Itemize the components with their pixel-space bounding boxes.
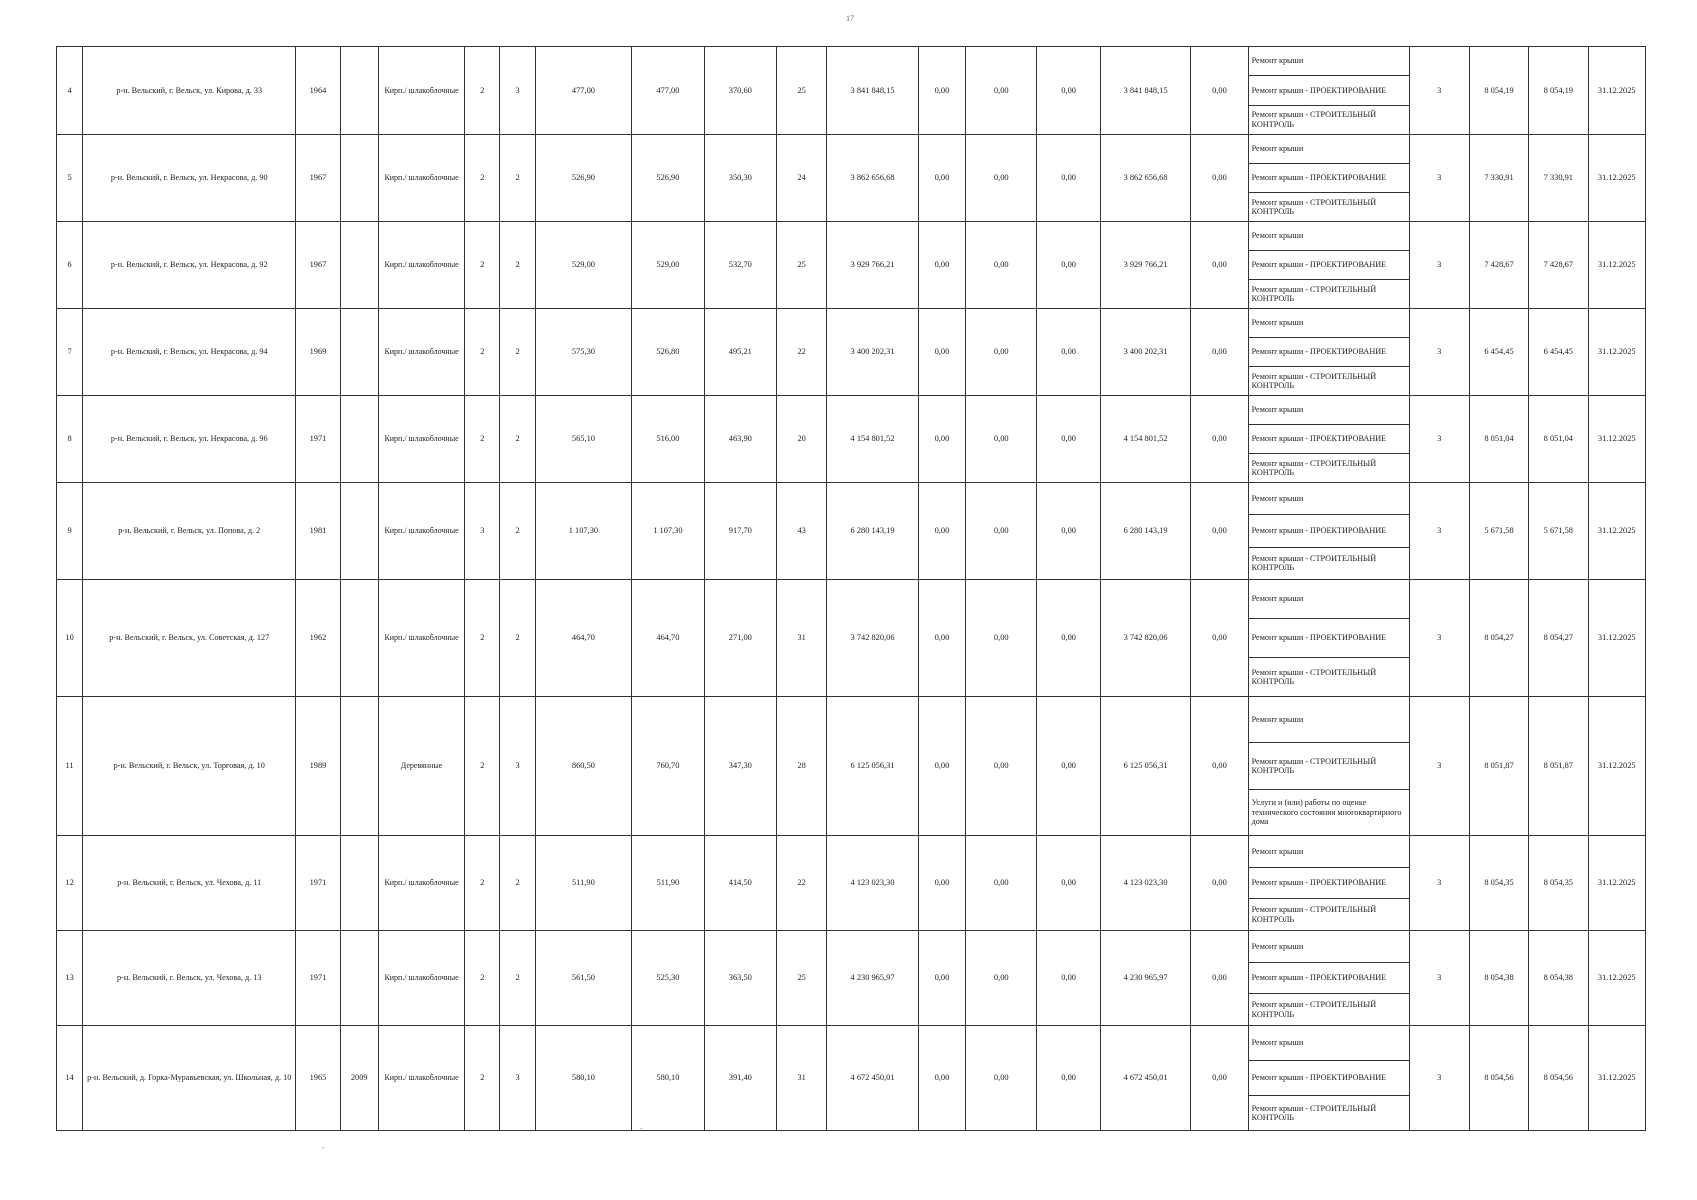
cell-material: Кирп./ шлакоблочные [378,836,464,931]
cell-material: Кирп./ шлакоблочные [378,580,464,697]
cell-c5: 0,00 [1191,836,1248,931]
cell-material: Кирп./ шлакоблочные [378,47,464,135]
cell-cost-total: 6 125 056,31 [827,697,919,836]
works-cell [1248,47,1409,135]
work-item: Ремонт крыши [1251,846,1304,856]
cell-area-living: 760,70 [632,697,704,836]
cell-cost-total: 3 841 848,15 [827,47,919,135]
cell-limit: 7 330,91 [1529,135,1588,222]
table-row [57,483,1646,580]
cell-area-total: 580,10 [535,1026,632,1131]
work-item: Ремонт крыши - СТРОИТЕЛЬНЫЙ КОНТРОЛЬ [1249,105,1409,134]
cell-cost-total: 3 862 656,68 [827,135,919,222]
cell-c5: 0,00 [1191,697,1248,836]
work-item: Ремонт крыши - СТРОИТЕЛЬНЫЙ КОНТРОЛЬ [1249,657,1409,696]
cell-unit-cost: 8 054,56 [1469,1026,1528,1131]
cell-address: р-н. Вельский, г. Вельск, ул. Советская, д. 127 [83,580,296,697]
cell-limit: 8 051,04 [1529,396,1588,483]
work-item: Ремонт крыши - ПРОЕКТИРОВАНИЕ [1249,867,1409,899]
cell-c5: 0,00 [1191,135,1248,222]
cell-c2: 0,00 [966,47,1037,135]
cell-area-res: 414,50 [704,836,776,931]
cell-limit: 8 054,38 [1529,931,1588,1026]
cell-year-built: 1981 [296,483,340,580]
cell-deadline: 31.12.2025 [1588,135,1646,222]
work-item: Ремонт крыши - СТРОИТЕЛЬНЫЙ КОНТРОЛЬ [1249,742,1409,788]
cell-material: Кирп./ шлакоблочные [378,222,464,309]
work-item: Ремонт крыши - СТРОИТЕЛЬНЫЙ КОНТРОЛЬ [1249,279,1409,308]
cell-c3: 0,00 [1037,580,1100,697]
cell-entrances: 2 [500,309,535,396]
cell-address: р-н. Вельский, г. Вельск, ул. Кирова, д. 33 [83,47,296,135]
cell-limit: 7 428,67 [1529,222,1588,309]
cell-material: Кирп./ шлакоблочные [378,931,464,1026]
cell-floors: 2 [465,580,500,697]
cell-area-res: 271,00 [704,580,776,697]
cell-stage: 3 [1409,483,1469,580]
works-cell [1248,1026,1409,1131]
work-item: Ремонт крыши - СТРОИТЕЛЬНЫЙ КОНТРОЛЬ [1249,453,1409,482]
cell-floors: 2 [465,135,500,222]
cell-floors: 2 [465,47,500,135]
cell-address: р-н. Вельский, д. Горка-Муравьевская, ул. Школьная, д. 10 [83,1026,296,1131]
cell-c3: 0,00 [1037,836,1100,931]
work-item: Ремонт крыши - СТРОИТЕЛЬНЫЙ КОНТРОЛЬ [1249,192,1409,221]
cell-area-total: 529,00 [535,222,632,309]
cell-entrances: 2 [500,580,535,697]
work-item: Ремонт крыши - ПРОЕКТИРОВАНИЕ [1249,618,1409,657]
cell-year-built: 1965 [296,1026,340,1131]
cell-area-res: 532,70 [704,222,776,309]
cell-residents: 20 [777,396,827,483]
cell-floors: 2 [465,396,500,483]
cell-residents: 22 [777,309,827,396]
cell-c5: 0,00 [1191,222,1248,309]
cell-c1: 0,00 [918,931,965,1026]
cell-year-reno: 2009 [340,1026,378,1131]
cell-entrances: 3 [500,47,535,135]
cell-year-reno [340,931,378,1026]
cell-area-living: 526,80 [632,309,704,396]
cell-n: 14 [57,1026,83,1131]
cell-deadline: 31.12.2025 [1588,1026,1646,1131]
cell-entrances: 2 [500,396,535,483]
cell-c2: 0,00 [966,931,1037,1026]
cell-stage: 3 [1409,309,1469,396]
work-item: Ремонт крыши - СТРОИТЕЛЬНЫЙ КОНТРОЛЬ [1249,993,1409,1025]
cell-stage: 3 [1409,135,1469,222]
cell-area-living: 511,90 [632,836,704,931]
cell-limit: 5 671,58 [1529,483,1588,580]
cell-c2: 0,00 [966,135,1037,222]
cell-c2: 0,00 [966,483,1037,580]
cell-cost-total: 3 929 766,21 [827,222,919,309]
cell-unit-cost: 7 330,91 [1469,135,1528,222]
cell-address: р-н. Вельский, г. Вельск, ул. Чехова, д. 13 [83,931,296,1026]
table-row [57,931,1646,1026]
work-item: Ремонт крыши - ПРОЕКТИРОВАНИЕ [1249,75,1409,104]
scan-mark: - [640,1124,643,1133]
cell-stage: 3 [1409,47,1469,135]
cell-material: Кирп./ шлакоблочные [378,135,464,222]
cell-address: р-н. Вельский, г. Вельск, ул. Торговая, д. 10 [83,697,296,836]
cell-stage: 3 [1409,396,1469,483]
cell-cost-total: 3 400 202,31 [827,309,919,396]
cell-year-built: 1964 [296,47,340,135]
works-cell [1248,697,1409,836]
cell-entrances: 3 [500,1026,535,1131]
cell-c4: 4 123 023,30 [1100,836,1191,931]
cell-residents: 25 [777,47,827,135]
cell-n: 11 [57,697,83,836]
cell-year-reno [340,836,378,931]
cell-address: р-н. Вельский, г. Вельск, ул. Попова, д. 2 [83,483,296,580]
cell-area-total: 526,90 [535,135,632,222]
cell-area-living: 580,10 [632,1026,704,1131]
cell-n: 7 [57,309,83,396]
works-cell [1248,483,1409,580]
cell-c1: 0,00 [918,1026,965,1131]
cell-c4: 4 230 965,97 [1100,931,1191,1026]
cell-c4: 3 929 766,21 [1100,222,1191,309]
cell-residents: 22 [777,836,827,931]
cell-unit-cost: 5 671,58 [1469,483,1528,580]
cell-c3: 0,00 [1037,135,1100,222]
cell-deadline: 31.12.2025 [1588,396,1646,483]
cell-stage: 3 [1409,222,1469,309]
cell-material: Кирп./ шлакоблочные [378,309,464,396]
cell-address: р-н. Вельский, г. Вельск, ул. Некрасова, д. 96 [83,396,296,483]
cell-deadline: 31.12.2025 [1588,47,1646,135]
cell-material: Деревянные [378,697,464,836]
cell-area-total: 860,50 [535,697,632,836]
cell-c5: 0,00 [1191,47,1248,135]
cell-entrances: 2 [500,483,535,580]
table-row [57,309,1646,396]
cell-area-res: 350,30 [704,135,776,222]
table-row [57,396,1646,483]
cell-cost-total: 3 742 820,06 [827,580,919,697]
cell-area-total: 1 107,30 [535,483,632,580]
cell-unit-cost: 8 054,27 [1469,580,1528,697]
cell-stage: 3 [1409,697,1469,836]
cell-residents: 25 [777,931,827,1026]
cell-area-total: 561,50 [535,931,632,1026]
cell-c5: 0,00 [1191,1026,1248,1131]
cell-residents: 31 [777,1026,827,1131]
cell-stage: 3 [1409,836,1469,931]
cell-limit: 8 054,19 [1529,47,1588,135]
cell-c5: 0,00 [1191,396,1248,483]
work-item: Ремонт крыши [1251,594,1304,604]
works-cell [1248,135,1409,222]
works-cell [1248,931,1409,1026]
table-row [57,1026,1646,1131]
cell-c1: 0,00 [918,309,965,396]
cell-area-total: 464,70 [535,580,632,697]
work-item: Ремонт крыши [1251,56,1304,66]
table-body [57,47,1646,1131]
cell-c1: 0,00 [918,47,965,135]
cell-deadline: 31.12.2025 [1588,697,1646,836]
table-row [57,697,1646,836]
cell-address: р-н. Вельский, г. Вельск, ул. Некрасова, д. 90 [83,135,296,222]
cell-area-living: 516,00 [632,396,704,483]
cell-area-res: 495,21 [704,309,776,396]
work-item: Ремонт крыши - СТРОИТЕЛЬНЫЙ КОНТРОЛЬ [1249,547,1409,579]
cell-c1: 0,00 [918,483,965,580]
work-item: Ремонт крыши [1251,318,1304,328]
cell-unit-cost: 8 051,87 [1469,697,1528,836]
cell-cost-total: 6 280 143,19 [827,483,919,580]
cell-n: 10 [57,580,83,697]
cell-c1: 0,00 [918,222,965,309]
cell-limit: 8 054,27 [1529,580,1588,697]
cell-c5: 0,00 [1191,931,1248,1026]
cell-material: Кирп./ шлакоблочные [378,483,464,580]
cell-n: 6 [57,222,83,309]
cell-cost-total: 4 230 965,97 [827,931,919,1026]
cell-year-reno [340,396,378,483]
cell-year-built: 1969 [296,309,340,396]
cell-c3: 0,00 [1037,931,1100,1026]
cell-c2: 0,00 [966,697,1037,836]
cell-floors: 2 [465,222,500,309]
cell-area-living: 529,00 [632,222,704,309]
cell-year-built: 1967 [296,135,340,222]
cell-c4: 4 672 450,01 [1100,1026,1191,1131]
cell-cost-total: 4 123 023,30 [827,836,919,931]
cell-c3: 0,00 [1037,47,1100,135]
work-item: Ремонт крыши [1251,231,1304,241]
cell-c5: 0,00 [1191,309,1248,396]
cell-entrances: 2 [500,931,535,1026]
cell-year-built: 1989 [296,697,340,836]
cell-year-reno [340,483,378,580]
cell-n: 8 [57,396,83,483]
cell-limit: 8 051,87 [1529,697,1588,836]
work-item: Услуги и (или) работы по оценке технического состояния многоквартирного дома [1249,789,1409,835]
cell-c4: 6 125 056,31 [1100,697,1191,836]
cell-unit-cost: 8 054,19 [1469,47,1528,135]
work-item: Ремонт крыши [1251,1038,1304,1048]
cell-deadline: 31.12.2025 [1588,931,1646,1026]
cell-residents: 24 [777,135,827,222]
cell-c1: 0,00 [918,697,965,836]
cell-floors: 2 [465,836,500,931]
cell-stage: 3 [1409,580,1469,697]
cell-area-res: 391,40 [704,1026,776,1131]
cell-limit: 8 054,56 [1529,1026,1588,1131]
cell-c3: 0,00 [1037,697,1100,836]
cell-floors: 2 [465,1026,500,1131]
cell-deadline: 31.12.2025 [1588,222,1646,309]
cell-residents: 31 [777,580,827,697]
cell-c2: 0,00 [966,836,1037,931]
cell-floors: 2 [465,309,500,396]
cell-area-res: 463,90 [704,396,776,483]
table-row [57,580,1646,697]
cell-floors: 3 [465,483,500,580]
works-cell [1248,222,1409,309]
cell-n: 12 [57,836,83,931]
cell-c4: 3 862 656,68 [1100,135,1191,222]
cell-area-res: 347,30 [704,697,776,836]
cell-c2: 0,00 [966,396,1037,483]
work-item: Ремонт крыши - СТРОИТЕЛЬНЫЙ КОНТРОЛЬ [1249,366,1409,395]
cell-year-reno [340,309,378,396]
cell-limit: 6 454,45 [1529,309,1588,396]
cell-c1: 0,00 [918,135,965,222]
works-cell [1248,836,1409,931]
cell-stage: 3 [1409,931,1469,1026]
cell-year-built: 1971 [296,836,340,931]
cell-c5: 0,00 [1191,483,1248,580]
cell-n: 5 [57,135,83,222]
work-item: Ремонт крыши [1251,941,1304,951]
work-item: Ремонт крыши - ПРОЕКТИРОВАНИЕ [1249,1060,1409,1095]
cell-c5: 0,00 [1191,580,1248,697]
work-item: Ремонт крыши - СТРОИТЕЛЬНЫЙ КОНТРОЛЬ [1249,1095,1409,1130]
work-item: Ремонт крыши - ПРОЕКТИРОВАНИЕ [1249,337,1409,366]
cell-floors: 2 [465,931,500,1026]
cell-address: р-н. Вельский, г. Вельск, ул. Чехова, д. 11 [83,836,296,931]
cell-year-reno [340,580,378,697]
cell-c2: 0,00 [966,222,1037,309]
cell-area-total: 511,90 [535,836,632,931]
work-item: Ремонт крыши [1251,493,1304,503]
cell-n: 4 [57,47,83,135]
cell-unit-cost: 8 054,38 [1469,931,1528,1026]
cell-material: Кирп./ шлакоблочные [378,396,464,483]
work-item: Ремонт крыши [1251,714,1304,724]
cell-c2: 0,00 [966,580,1037,697]
cell-year-reno [340,222,378,309]
cell-c4: 4 154 801,52 [1100,396,1191,483]
table-row [57,135,1646,222]
repair-register-table [56,46,1646,1131]
cell-entrances: 2 [500,222,535,309]
cell-residents: 43 [777,483,827,580]
cell-area-living: 525,30 [632,931,704,1026]
cell-area-living: 526,90 [632,135,704,222]
scan-mark: - [322,1143,325,1152]
cell-n: 13 [57,931,83,1026]
cell-c3: 0,00 [1037,1026,1100,1131]
cell-c3: 0,00 [1037,483,1100,580]
cell-entrances: 3 [500,697,535,836]
table-row [57,836,1646,931]
work-item: Ремонт крыши - ПРОЕКТИРОВАНИЕ [1249,962,1409,994]
cell-area-living: 477,00 [632,47,704,135]
cell-entrances: 2 [500,836,535,931]
work-item: Ремонт крыши - ПРОЕКТИРОВАНИЕ [1249,250,1409,279]
works-cell [1248,580,1409,697]
work-item: Ремонт крыши [1251,405,1304,415]
cell-residents: 25 [777,222,827,309]
work-item: Ремонт крыши - ПРОЕКТИРОВАНИЕ [1249,163,1409,192]
cell-unit-cost: 8 054,35 [1469,836,1528,931]
cell-year-built: 1962 [296,580,340,697]
cell-address: р-н. Вельский, г. Вельск, ул. Некрасова, д. 92 [83,222,296,309]
cell-deadline: 31.12.2025 [1588,483,1646,580]
cell-limit: 8 054,35 [1529,836,1588,931]
cell-c1: 0,00 [918,396,965,483]
cell-c4: 3 841 848,15 [1100,47,1191,135]
cell-area-res: 370,60 [704,47,776,135]
cell-area-living: 1 107,30 [632,483,704,580]
table-row [57,222,1646,309]
cell-area-res: 917,70 [704,483,776,580]
cell-area-total: 575,30 [535,309,632,396]
page-number: 17 [846,14,854,23]
cell-year-reno [340,135,378,222]
cell-area-total: 477,00 [535,47,632,135]
cell-c4: 3 400 202,31 [1100,309,1191,396]
cell-c3: 0,00 [1037,222,1100,309]
cell-year-built: 1971 [296,396,340,483]
table-row [57,47,1646,135]
cell-c3: 0,00 [1037,396,1100,483]
cell-material: Кирп./ шлакоблочные [378,1026,464,1131]
cell-c4: 6 280 143,19 [1100,483,1191,580]
cell-deadline: 31.12.2025 [1588,836,1646,931]
cell-deadline: 31.12.2025 [1588,580,1646,697]
cell-c2: 0,00 [966,1026,1037,1131]
cell-c2: 0,00 [966,309,1037,396]
cell-address: р-н. Вельский, г. Вельск, ул. Некрасова, д. 94 [83,309,296,396]
cell-area-living: 464,70 [632,580,704,697]
cell-area-res: 363,50 [704,931,776,1026]
cell-deadline: 31.12.2025 [1588,309,1646,396]
works-cell [1248,309,1409,396]
cell-stage: 3 [1409,1026,1469,1131]
cell-cost-total: 4 672 450,01 [827,1026,919,1131]
work-item: Ремонт крыши - СТРОИТЕЛЬНЫЙ КОНТРОЛЬ [1249,898,1409,930]
cell-c1: 0,00 [918,836,965,931]
works-cell [1248,396,1409,483]
cell-unit-cost: 6 454,45 [1469,309,1528,396]
cell-year-reno [340,47,378,135]
work-item: Ремонт крыши - ПРОЕКТИРОВАНИЕ [1249,424,1409,453]
cell-cost-total: 4 154 801,52 [827,396,919,483]
cell-year-built: 1967 [296,222,340,309]
cell-floors: 2 [465,697,500,836]
cell-residents: 28 [777,697,827,836]
cell-year-reno [340,697,378,836]
work-item: Ремонт крыши - ПРОЕКТИРОВАНИЕ [1249,514,1409,546]
cell-c1: 0,00 [918,580,965,697]
cell-unit-cost: 7 428,67 [1469,222,1528,309]
work-item: Ремонт крыши [1251,144,1304,154]
cell-unit-cost: 8 051,04 [1469,396,1528,483]
cell-area-total: 565,10 [535,396,632,483]
cell-c4: 3 742 820,06 [1100,580,1191,697]
cell-year-built: 1971 [296,931,340,1026]
cell-c3: 0,00 [1037,309,1100,396]
cell-n: 9 [57,483,83,580]
cell-entrances: 2 [500,135,535,222]
